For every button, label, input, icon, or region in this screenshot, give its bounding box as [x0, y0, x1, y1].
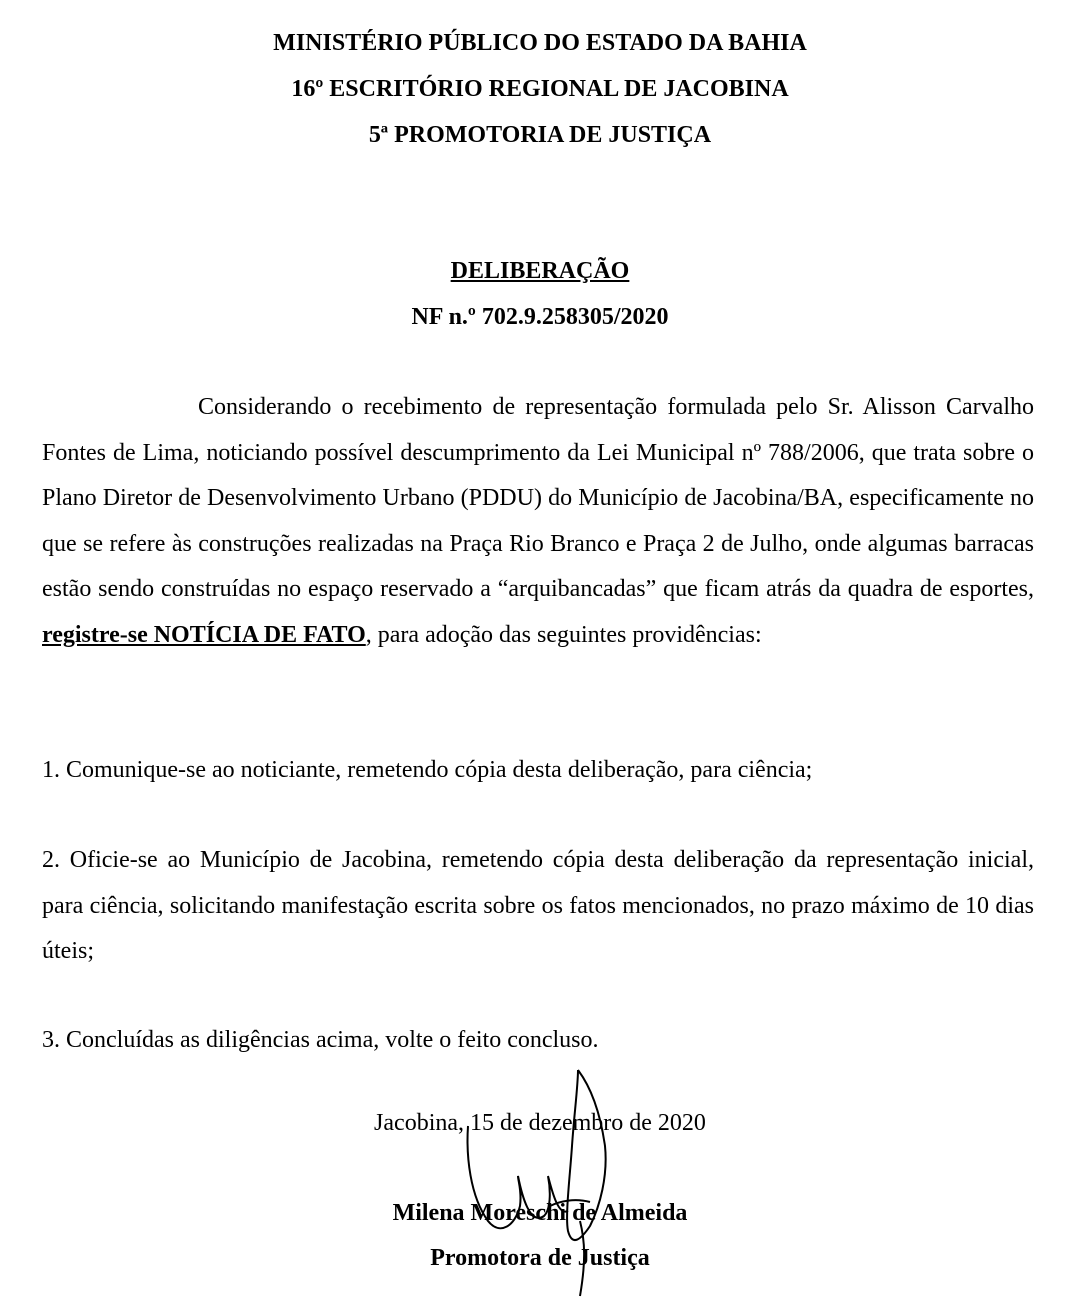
document-title-block — [0, 248, 1080, 340]
signer-role: Promotora de Justiça — [430, 1245, 650, 1271]
paragraph-text-end: , para adoção das seguintes providências: — [365, 621, 762, 648]
document-date: Jacobina, 15 de dezembro de 2020 — [374, 1110, 706, 1136]
header-line-office: 16º ESCRITÓRIO REGIONAL DE JACOBINA — [291, 76, 789, 102]
header-line-prosecution: 5ª PROMOTORIA DE JUSTIÇA — [368, 122, 712, 148]
main-paragraph — [42, 385, 1034, 658]
document-header — [0, 20, 1080, 158]
case-reference: NF n.º 702.9.258305/2020 — [411, 304, 669, 330]
signer-name: Milena Moreschi de Almeida — [392, 1200, 688, 1226]
paragraph-emphasis: registre-se NOTÍCIA DE FATO — [42, 621, 366, 648]
list-item-3: 3. Concluídas as diligências acima, volte o feito concluso. — [42, 1027, 599, 1053]
paragraph-text-start: Considerando o recebimento de representação formulada pelo Sr. Alisson Carvalho Fontes de Lima, noticiando possível descumprimento da Lei Municipal nº 788/2006, que trata sobre o Plano Diretor de Desenvolvimento Urbano (PDDU) do Município de Jacobina/BA, especificamente no que se refere às construções realizadas na Praça Rio Branco e Praça 2 de Julho, onde algumas barracas estão sendo construídas no espaço reservado a “arquibancadas” que ficam atrás da quadra de esportes, — [42, 394, 1034, 602]
list-item-2: 2. Oficie-se ao Município de Jacobina, remetendo cópia desta deliberação da representação inicial, para ciência, solicitando manifestação escrita sobre os fatos mencionados, no prazo máximo de 10 dias úteis; — [42, 847, 1034, 964]
document-title: DELIBERAÇÃO — [450, 258, 630, 284]
list-item-1: 1. Comunique-se ao noticiante, remetendo cópia desta deliberação, para ciência; — [42, 757, 813, 783]
header-line-ministry: MINISTÉRIO PÚBLICO DO ESTADO DA BAHIA — [273, 30, 807, 56]
